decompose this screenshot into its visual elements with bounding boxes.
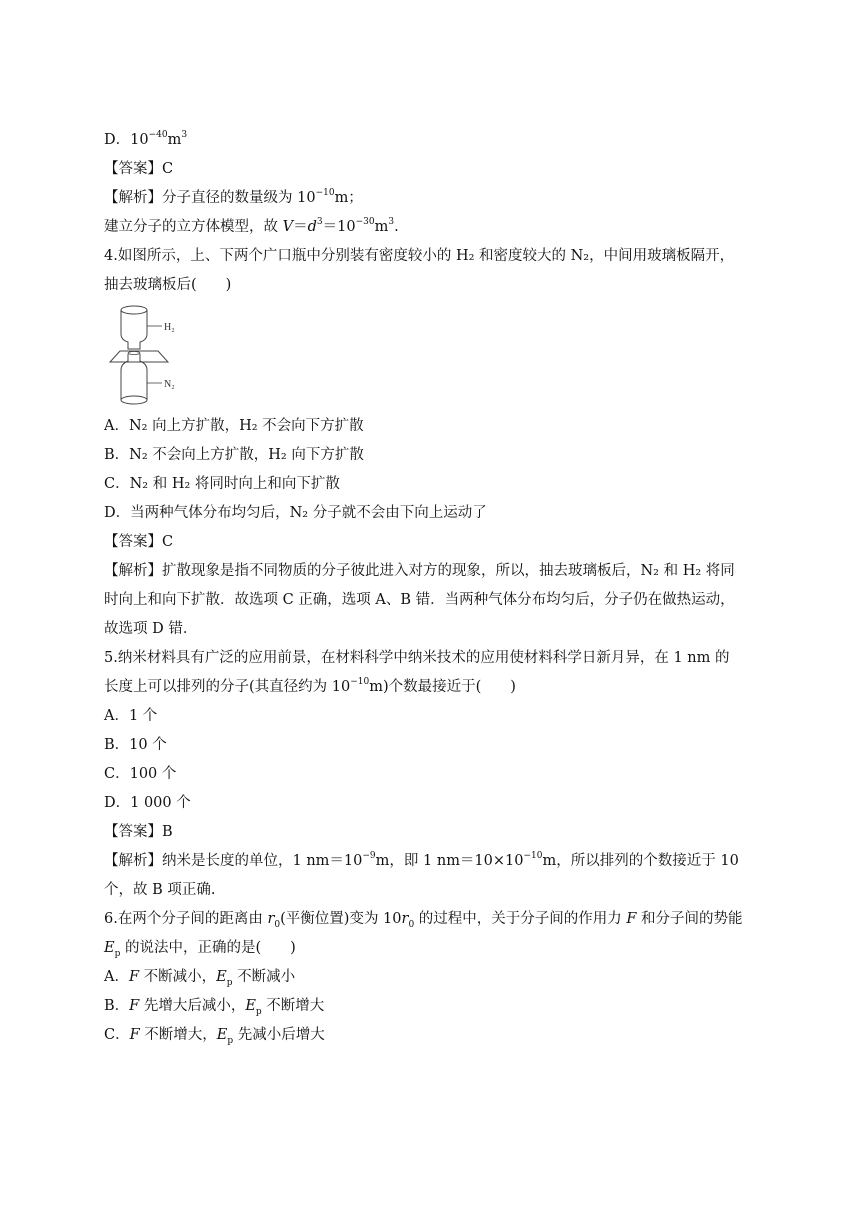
label-n2: N₂ bbox=[164, 379, 175, 390]
jar-neck bbox=[128, 352, 140, 355]
q5-stem-line-2: 长度上可以排列的分子(其直径约为 $10^{-10}m$)个数最接近于( ) bbox=[104, 677, 516, 695]
q3-analysis-line-2: 建立分子的立方体模型，故 $V=d^3=10^{-30}m^3$. bbox=[104, 217, 399, 235]
q4-stem-line-1: 4.如图所示，上、下两个广口瓶中分别装有密度较小的 H₂ 和密度较大的 N₂，中间用玻璃板隔开， bbox=[104, 248, 735, 264]
q4-analysis-line-2: 时向上和向下扩散．故选项 C 正确，选项 A、B 错．当两种气体分布均匀后，分子仍在做热运动， bbox=[104, 592, 735, 608]
q6-stem-line-1: 6.在两个分子间的距离由 $r_0$(平衡位置)变为 $10r_0$ 的过程中，关于分子间的作用力 F 和分子间的势能 bbox=[104, 911, 743, 930]
q4-analysis-line-1: 【解析】扩散现象是指不同物质的分子彼此进入对方的现象，所以，抽去玻璃板后，N₂ 和 H₂ 将同 bbox=[104, 563, 735, 579]
q5-analysis-line-2: 个，故 B 项正确. bbox=[104, 882, 216, 898]
q4-option-c[interactable]: C．N₂ 和 H₂ 将同时向上和向下扩散 bbox=[104, 476, 340, 492]
jars-diagram bbox=[104, 304, 224, 408]
label-h2: H₂ bbox=[164, 322, 175, 333]
q5-option-a[interactable]: A．1 个 bbox=[104, 708, 158, 724]
q6-stem-line-2: $E_p$ 的说法中，正确的是( ) bbox=[104, 940, 296, 959]
glass-plate bbox=[110, 351, 168, 362]
q4-option-a[interactable]: A．N₂ 向上方扩散，H₂ 不会向下方扩散 bbox=[104, 418, 364, 434]
q4-answer: 【答案】C bbox=[104, 534, 174, 550]
q4-stem-line-2: 抽去玻璃板后( ) bbox=[104, 277, 232, 293]
q3-answer: 【答案】C bbox=[104, 161, 174, 177]
q5-option-d[interactable]: D．1 000 个 bbox=[104, 795, 191, 811]
lower-jar-bottom bbox=[121, 396, 147, 404]
q5-option-b[interactable]: B．10 个 bbox=[104, 737, 167, 753]
q6-option-c[interactable]: C．F 不断增大，$E_p$ 先减小后增大 bbox=[104, 1027, 325, 1046]
q5-answer: 【答案】B bbox=[104, 824, 173, 840]
q6-option-a[interactable]: A．F 不断减小，$E_p$ 不断减小 bbox=[104, 969, 296, 988]
q3-analysis-line-1: 【解析】分子直径的数量级为 $10^{-10}m$； bbox=[104, 188, 363, 206]
lower-jar-body bbox=[121, 354, 147, 400]
upper-jar-body bbox=[121, 310, 147, 349]
q4-analysis-line-3: 故选项 D 错． bbox=[104, 621, 198, 637]
q5-stem-line-1: 5.纳米材料具有广泛的应用前景，在材料科学中纳米技术的应用使材料科学日新月异，在 1 nm 的 bbox=[104, 650, 730, 666]
q4-option-d[interactable]: D．当两种气体分布均匀后，N₂ 分子就不会由下向上运动了 bbox=[104, 505, 487, 521]
q4-figure-bottles bbox=[104, 304, 764, 408]
q4-option-b[interactable]: B．N₂ 不会向上方扩散，H₂ 向下方扩散 bbox=[104, 447, 364, 463]
q3-option-d[interactable]: D．$10^{-40}m^3$ bbox=[104, 130, 188, 148]
q5-analysis-line-1: 【解析】纳米是长度的单位，1 $nm=10^{-9}m$，即 1 $nm=10\times 10^{-10}m$，所以排列的个数接近于 10 bbox=[104, 851, 739, 869]
q5-option-c[interactable]: C．100 个 bbox=[104, 766, 177, 782]
upper-jar-top bbox=[121, 306, 147, 314]
document-page bbox=[104, 126, 764, 1050]
q6-option-b[interactable]: B．F 先增大后减小，$E_p$ 不断增大 bbox=[104, 998, 325, 1017]
